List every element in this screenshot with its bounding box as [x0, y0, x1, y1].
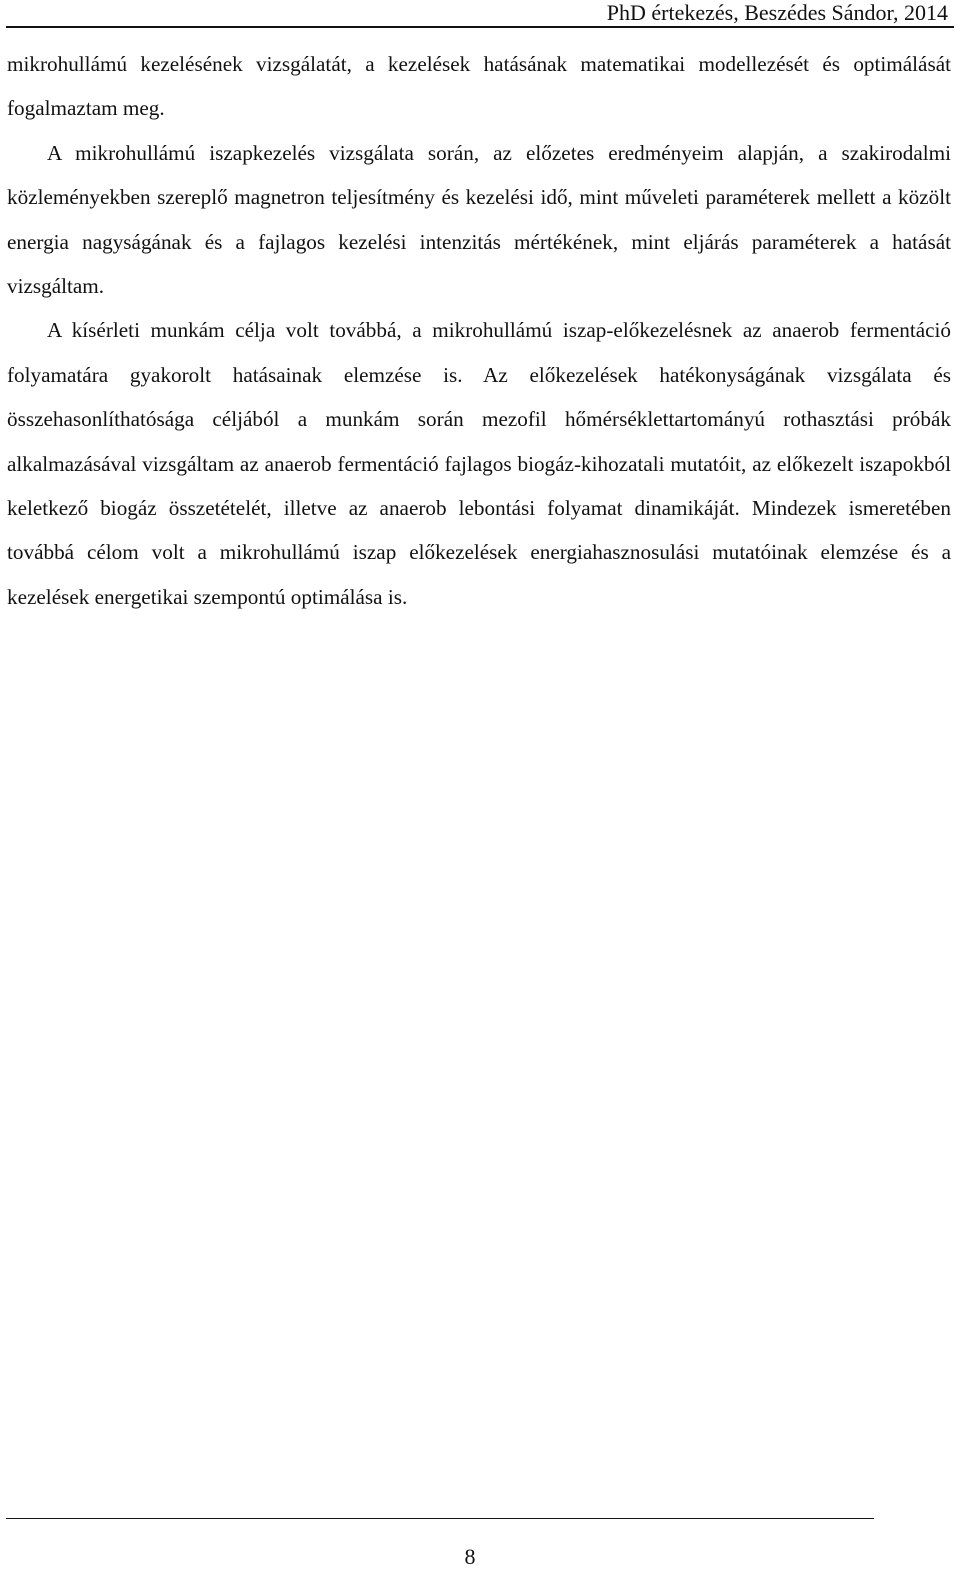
main-text: [7, 42, 951, 619]
footer-rule: [6, 1518, 874, 1519]
header-rule: [6, 26, 954, 28]
page-number: 8: [464, 1544, 476, 1569]
paragraph-microwave-study: A mikrohullámú iszapkezelés vizsgálata során, az előzetes eredményeim alapján, a szakirodalmi közleményekben szereplő magnetron teljesítmény és kezelési idő, mint műveleti paraméterek mellett a közölt energia nagyságának és a fajlagos kezelési intenzitás mértékének, mint eljárás paraméterek a hatását vizsgáltam.: [7, 140, 951, 299]
paragraph-continuation: mikrohullámú kezelésének vizsgálatát, a kezelések hatásának matematikai modellezését és optimálását fogalmaztam meg.: [7, 52, 951, 121]
running-header-title: PhD értekezés, Beszédes Sándor, 2014: [606, 0, 948, 25]
paragraph-research-goals: A kísérleti munkám célja volt továbbá, a mikrohullámú iszap-előkezelésnek az anaerob fermentáció folyamatára gyakorolt hatásainak elemzése is. Az előkezelések hatékonyságának vizsgálata és összehasonlíthatósága céljából a munkám során mezofil hőmérséklettartományú rothasztási próbák alkalmazásával vizsgáltam az anaerob fermentáció fajlagos biogáz-kihozatali mutatóit, az előkezelt iszapokból keletkező biogáz összetételét, illetve az anaerob lebontási folyamat dinamikáját. Mindezek ismeretében továbbá célom volt a mikrohullámú iszap előkezelések energiahasznosulási mutatóinak elemzése és a kezelések energetikai szempontú optimálása is.: [7, 318, 951, 609]
